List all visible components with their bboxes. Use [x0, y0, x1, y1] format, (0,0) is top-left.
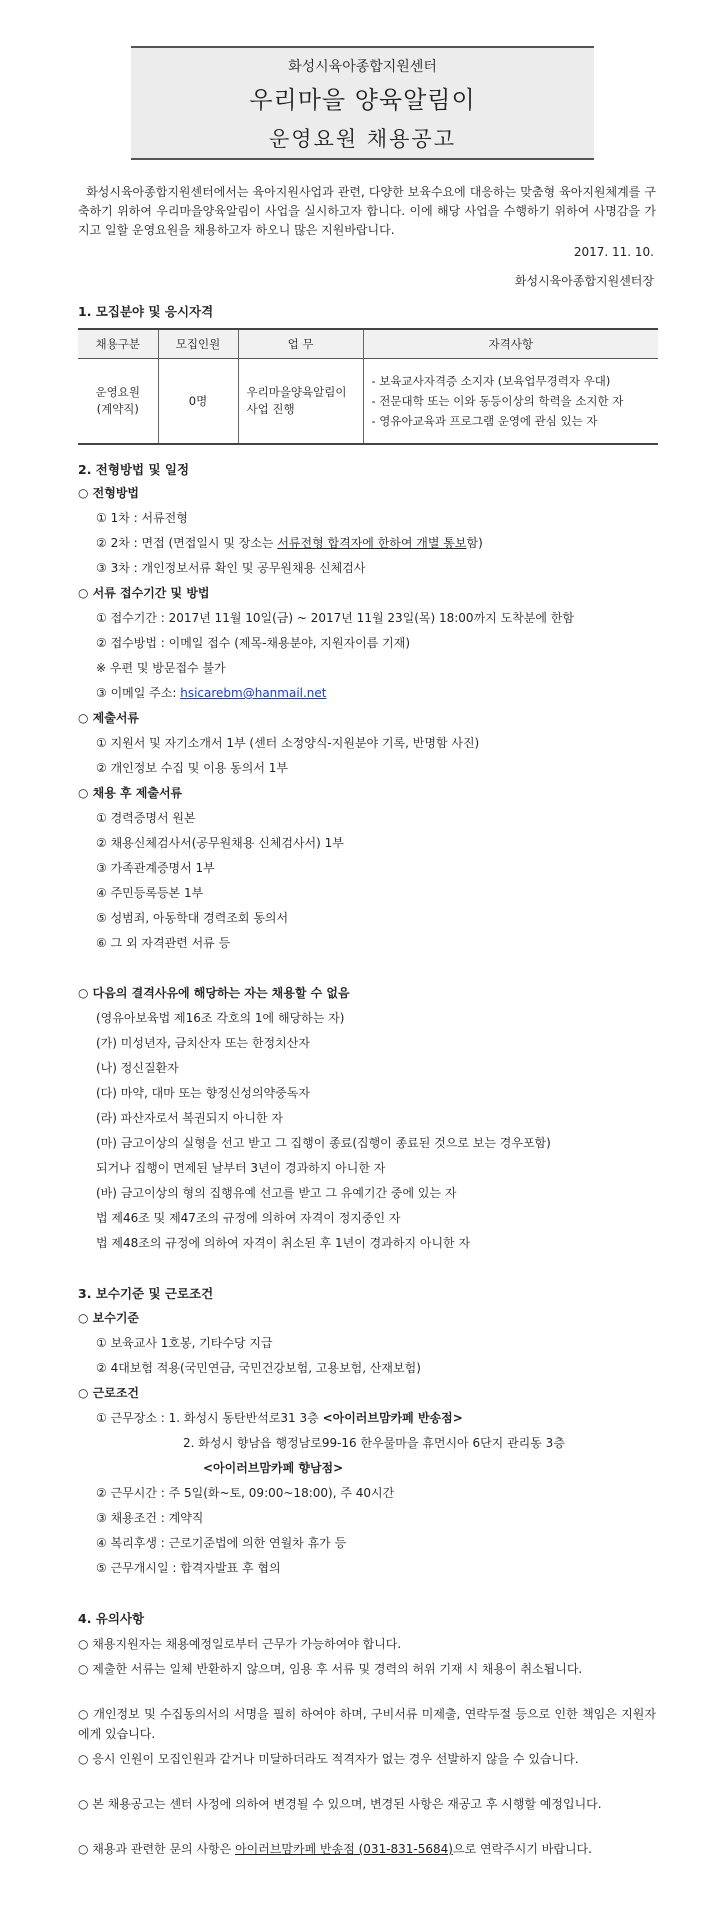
notice-subtitle: 운영요원 채용공고: [269, 127, 456, 151]
after-docs-title: ○ 채용 후 제출서류: [78, 786, 183, 800]
pay-item-2: ② 4대보험 적용(국민연금, 국민건강보험, 고용보험, 산재보험): [96, 1361, 421, 1375]
work-item-5: ⑤ 근무개시일 : 합격자발표 후 협의: [96, 1561, 281, 1575]
after-docs-item-5: ⑤ 성범죄, 아동학대 경력조회 동의서: [96, 911, 289, 925]
notice-item-1: ○ 채용지원자는 채용예정일로부터 근무가 가능하여야 합니다.: [78, 1637, 402, 1651]
cell-type: 운영요원 (계약직): [78, 359, 158, 445]
after-docs-item-6: ⑥ 그 외 자격관련 서류 등: [96, 936, 231, 950]
method-item-1: ① 1차 : 서류전형: [96, 511, 188, 525]
apply-item-1: ① 접수기간 : 2017년 11월 10일(금) ~ 2017년 11월 23일(목) 18:00까지 도착분에 한함: [96, 611, 574, 625]
work-item-1c: <아이러브맘카페 향남점>: [203, 1461, 344, 1475]
disqualification-line: (영유아보육법 제16조 각호의 1에 해당하는 자): [96, 1011, 345, 1025]
disqualification-line: 되거나 집행이 면제된 날부터 3년이 경과하지 아니한 자: [96, 1161, 386, 1175]
cell-count: 0명: [158, 359, 238, 445]
section4-heading: 4. 유의사항: [78, 1611, 145, 1626]
col-header-type: 채용구분: [78, 329, 158, 359]
col-header-duty: 업 무: [238, 329, 363, 359]
disqualification-line: (나) 정신질환자: [96, 1061, 179, 1075]
work-item-1b: 2. 화성시 향남읍 행정남로99-16 한우물마을 휴먼시아 6단지 관리동 3층: [183, 1436, 565, 1450]
method-item-2: ② 2차 : 면접 (면접일시 및 장소는 서류전형 합격자에 한하여 개별 통보함): [96, 536, 483, 550]
section2-heading: 2. 전형방법 및 일정: [78, 462, 190, 477]
notice-item-6: ○ 채용과 관련한 문의 사항은 아이러브맘카페 반송점 (031-831-5684)으로 연락주시기 바랍니다.: [78, 1842, 592, 1856]
after-docs-item-2: ② 채용신체검사서(공무원채용 신체검사서) 1부: [96, 836, 344, 850]
notice-item-5: ○ 본 채용공고는 센터 사정에 의하여 변경될 수 있으며, 변경된 사항은 재공고 후 시행할 예정입니다.: [78, 1797, 602, 1811]
col-header-count: 모집인원: [158, 329, 238, 359]
disqualification-line: (마) 금고이상의 실형을 선고 받고 그 집행이 종료(집행이 종료된 것으로 보는 경우포함): [96, 1136, 551, 1150]
apply-item-2: ② 접수방법 : 이메일 접수 (제목-채용분야, 지원자이름 기재): [96, 636, 411, 650]
section1-heading: 1. 모집분야 및 응시자격: [78, 304, 214, 319]
docs-item-2: ② 개인정보 수집 및 이용 동의서 1부: [96, 761, 288, 775]
notice-item-3: ○ 개인정보 및 수집동의서의 서명을 필히 하여야 하며, 구비서류 미제출, 연락두절 등으로 인한 책임은 지원자에게 있습니다.: [78, 1707, 656, 1741]
pay-item-1: ① 보육교사 1호봉, 기타수당 지급: [96, 1336, 273, 1350]
docs-title: ○ 제출서류: [78, 711, 140, 725]
notice-signer: 화성시육아종합지원센터장: [514, 274, 654, 288]
after-docs-item-3: ③ 가족관계증명서 1부: [96, 861, 215, 875]
apply-note: ※ 우편 및 방문접수 불가: [96, 661, 226, 675]
docs-item-1: ① 지원서 및 자기소개서 1부 (센터 소정양식-지원분야 기록, 반명함 사진): [96, 736, 480, 750]
recruit-table: [78, 328, 658, 445]
disqualification-line: (바) 금고이상의 형의 집행유예 선고를 받고 그 유예기간 중에 있는 자: [96, 1186, 457, 1200]
notice-title: 우리마을 양육알림이: [249, 86, 476, 114]
pay-title: ○ 보수기준: [78, 1311, 140, 1325]
work-item-2: ② 근무시간 : 주 5일(화~토, 09:00~18:00), 주 40시간: [96, 1486, 395, 1500]
cell-duty: 우리마을양육알림이 사업 진행: [238, 359, 363, 445]
after-docs-item-1: ① 경력증명서 원본: [96, 811, 196, 825]
table-header-row: [78, 329, 658, 359]
cell-qualification: - 보육교사자격증 소지자 (보육업무경력자 우대) - 전문대학 또는 이와 동등이상의 학력을 소지한 자 - 영유아교육과 프로그램 운영에 관심 있는 자: [363, 359, 658, 445]
method-item-3: ③ 3차 : 개인정보서류 확인 및 공무원채용 신체검사: [96, 561, 366, 575]
work-item-3: ③ 채용조건 : 계약직: [96, 1511, 204, 1525]
intro-paragraph: 화성시육아종합지원센터에서는 육아지원사업과 관련, 다양한 보육수요에 대응하는 맞춤형 육아지원체계를 구축하기 위하여 우리마을양육알림이 사업을 실시하고자 합니다. 이에 해당 사업을 수행하기 위하여 사명감을 가지고 일할 운영요원을 채용하고자 하오니 많은 지원바랍니다.: [78, 185, 656, 237]
email-link[interactable]: hsicarebm@hanmail.net: [180, 686, 327, 700]
disqualification-title: ○ 다음의 결격사유에 해당하는 자는 채용할 수 없음: [78, 986, 350, 1000]
apply-item-3: ③ 이메일 주소: hsicarebm@hanmail.net: [96, 686, 327, 700]
work-item-4: ④ 복리후생 : 근로기준법에 의한 연월차 휴가 등: [96, 1536, 347, 1550]
disqualification-line: 법 제48조의 규정에 의하여 자격이 취소된 후 1년이 경과하지 아니한 자: [96, 1236, 471, 1250]
method-title: ○ 전형방법: [78, 486, 140, 500]
after-docs-item-4: ④ 주민등록등본 1부: [96, 886, 204, 900]
work-title: ○ 근로조건: [78, 1386, 140, 1400]
notice-item-2: ○ 제출한 서류는 일체 반환하지 않으며, 임용 후 서류 및 경력의 허위 기재 시 채용이 취소됩니다.: [78, 1662, 583, 1676]
disqualification-line: (라) 파산자로서 복권되지 아니한 자: [96, 1111, 283, 1125]
disqualification-line: (가) 미성년자, 금치산자 또는 한정치산자: [96, 1036, 310, 1050]
org-name: 화성시육아종합지원센터: [288, 59, 437, 75]
apply-title: ○ 서류 접수기간 및 방법: [78, 586, 210, 600]
col-header-qualification: 자격사항: [363, 329, 658, 359]
title-box: [131, 46, 594, 160]
table-row: [78, 359, 658, 445]
notice-date: 2017. 11. 10.: [573, 245, 654, 259]
disqualification-line: (다) 마약, 대마 또는 향정신성의약중독자: [96, 1086, 310, 1100]
notice-item-4: ○ 응시 인원이 모집인원과 같거나 미달하더라도 적격자가 없는 경우 선발하지 않을 수 있습니다.: [78, 1752, 579, 1766]
section3-heading: 3. 보수기준 및 근로조건: [78, 1286, 214, 1301]
work-item-1: ① 근무장소 : 1. 화성시 동탄반석로31 3층 <아이러브맘카페 반송점>: [96, 1411, 463, 1425]
disqualification-line: 법 제46조 및 제47조의 규정에 의하여 자격이 정지중인 자: [96, 1211, 401, 1225]
